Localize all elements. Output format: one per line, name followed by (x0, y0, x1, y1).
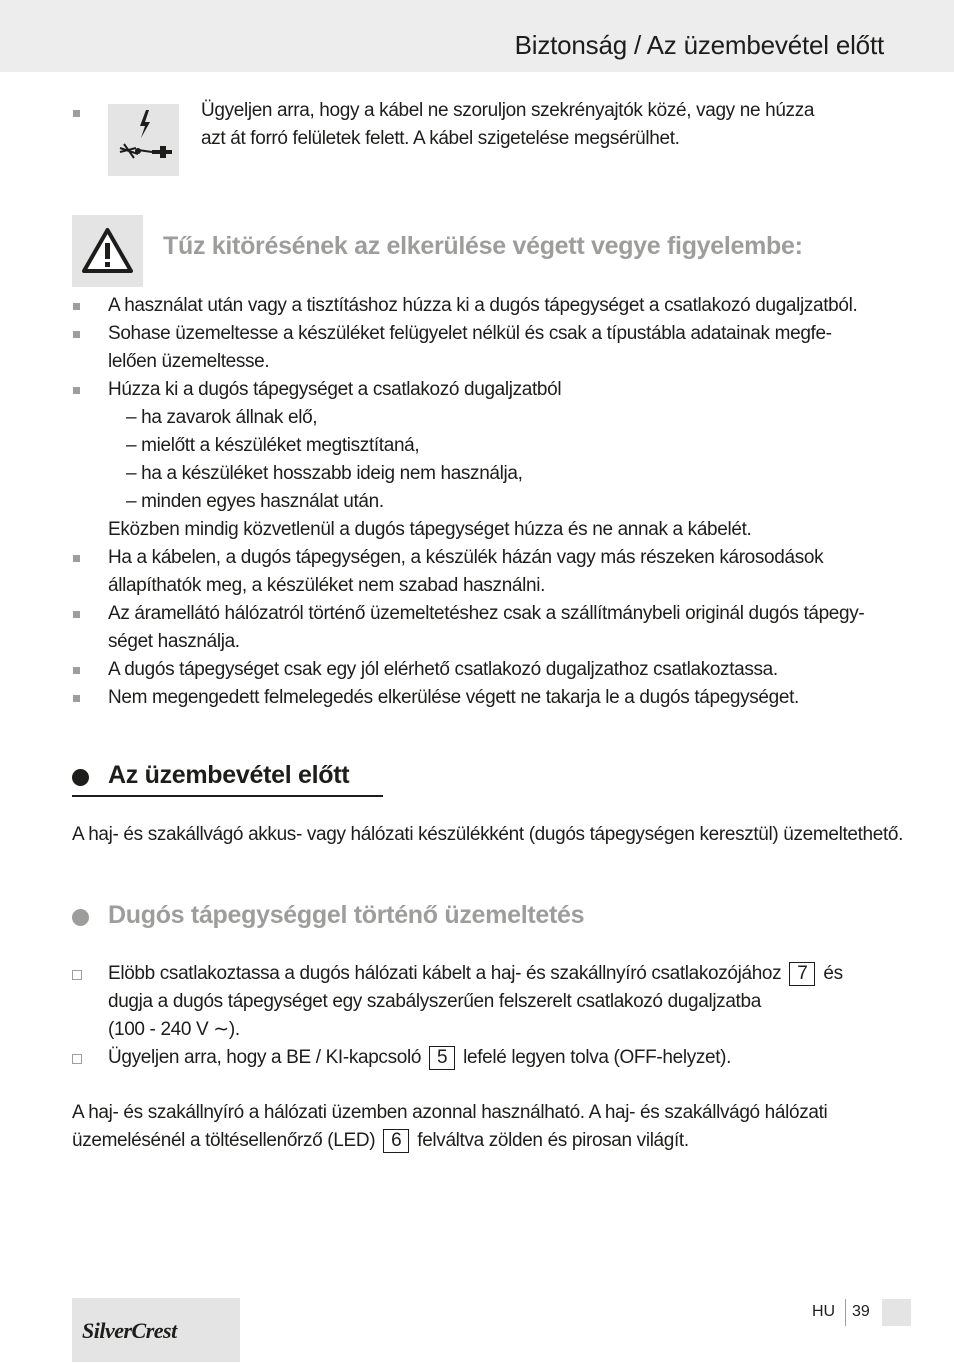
bullet-square (73, 387, 80, 394)
before-use-paragraph: A haj- és szakállvágó akkus- vagy hálózati készülékként (dugós tápegységen keresztül) üzemeltethető. (72, 824, 904, 845)
text-segment: Elöbb csatlakoztassa a dugós hálózati kábelt a haj- és szakállnyíró csatlakozójához (108, 963, 782, 984)
sub-item: – ha a készüléket hosszabb ideig nem használja, (126, 463, 523, 484)
text-line: Az áramellátó hálózatról történő üzemeltetéshez csak a szállítmánybeli originál dugós tápegy- (108, 603, 865, 624)
text-line: A dugós tápegységet csak egy jól elérhető csatlakozó dugaljzathoz csatlakoztassa. (108, 659, 778, 680)
part-ref-6: 6 (383, 1129, 409, 1153)
list-item (108, 320, 898, 376)
text-line: Nem megengedett felmelegedés elkerülése végett ne takarja le a dugós tápegységet. (108, 687, 799, 708)
section-title-before-use: Az üzembevétel előtt (108, 761, 350, 789)
section-title-mains-operation: Dugós tápegységgel történő üzemeltetés (108, 901, 585, 929)
sub-item: – minden egyes használat után. (126, 491, 384, 512)
page-title: Biztonság / Az üzembevétel előtt (514, 30, 884, 60)
sub-item: – mielőtt a készüléket megtisztítaná, (126, 435, 420, 456)
list-item (108, 376, 898, 544)
text-line: Sohase üzemeltesse a készüléket felügyelet nélkül és csak a típustábla adatainak megfe- (108, 323, 832, 344)
bullet-square (73, 695, 80, 702)
step-1-text (108, 960, 843, 1044)
text-line: Ügyeljen arra, hogy a kábel ne szoruljon szekrényajtók közé, vagy ne húzza (201, 100, 815, 121)
part-ref-7: 7 (789, 962, 815, 986)
text-line: dugja a dugós tápegységet egy szabályszerűen felszerelt csatlakozó dugaljzatba (108, 991, 761, 1012)
footer-marker-box (882, 1299, 911, 1326)
list-item (108, 600, 898, 656)
bullet-square (73, 110, 80, 117)
bullet-square (73, 555, 80, 562)
text-line: séget használja. (108, 631, 240, 652)
page-number: 39 (852, 1303, 870, 1320)
step-checkbox (72, 1054, 82, 1064)
step-2-text (108, 1044, 731, 1072)
section-bullet-dot (72, 769, 89, 786)
part-ref-5: 5 (429, 1046, 455, 1070)
electric-cable-hazard-icon (108, 104, 179, 176)
step-checkbox (72, 970, 82, 980)
text-line: Ha a kábelen, a dugós tápegységen, a készülék házán vagy más részeken károsodások (108, 547, 824, 568)
sub-item: – ha zavarok állnak elő, (126, 407, 318, 428)
bullet-square (73, 331, 80, 338)
text-segment: felváltva zölden és pirosan világít. (417, 1130, 689, 1151)
text-segment: és (823, 963, 843, 984)
brand-logo-text: SilverCrest (82, 1318, 177, 1343)
text-segment: üzemelésénél a töltésellenőrző (LED) (72, 1130, 376, 1151)
fire-warning-heading: Tűz kitörésének az elkerülése végett vegye figyelembe: (163, 232, 803, 260)
text-line: A használat után vagy a tisztításhoz húzza ki a dugós tápegységet a csatlakozó dugaljzatból. (108, 295, 858, 316)
bullet-square (73, 303, 80, 310)
cable-warning-text (201, 97, 814, 153)
list-item (108, 292, 898, 320)
warning-triangle-icon (72, 215, 143, 287)
text-line: Eközben mindig közvetlenül a dugós tápegységet húzza és ne annak a kábelét. (108, 519, 752, 540)
text-line: állapíthatók meg, a készüléket nem szabad használni. (108, 575, 546, 596)
brand-logo (72, 1298, 240, 1362)
section-bullet-dot (72, 909, 89, 926)
page-header (0, 0, 954, 72)
text-line: Húzza ki a dugós tápegységet a csatlakozó dugaljzatból (108, 379, 562, 400)
text-line: (100 - 240 V ∼). (108, 1019, 240, 1040)
text-line: A haj- és szakállnyíró a hálózati üzemben azonnal használható. A haj- és szakállvágó hálózati (72, 1102, 828, 1123)
fire-warning-list (108, 292, 898, 712)
list-item (108, 684, 898, 712)
list-item (108, 656, 898, 684)
bullet-square (73, 667, 80, 674)
closing-paragraph (72, 1099, 827, 1155)
footer-divider (845, 1299, 846, 1326)
text-segment: Ügyeljen arra, hogy a BE / KI-kapcsoló (108, 1047, 422, 1068)
list-item (108, 544, 898, 600)
section-underline (72, 795, 383, 797)
bullet-square (73, 611, 80, 618)
text-line: lelően üzemeltesse. (108, 351, 270, 372)
language-code: HU (812, 1303, 836, 1320)
text-segment: lefelé legyen tolva (OFF-helyzet). (463, 1047, 732, 1068)
text-line: azt át forró felületek felett. A kábel szigetelése megsérülhet. (201, 128, 680, 149)
